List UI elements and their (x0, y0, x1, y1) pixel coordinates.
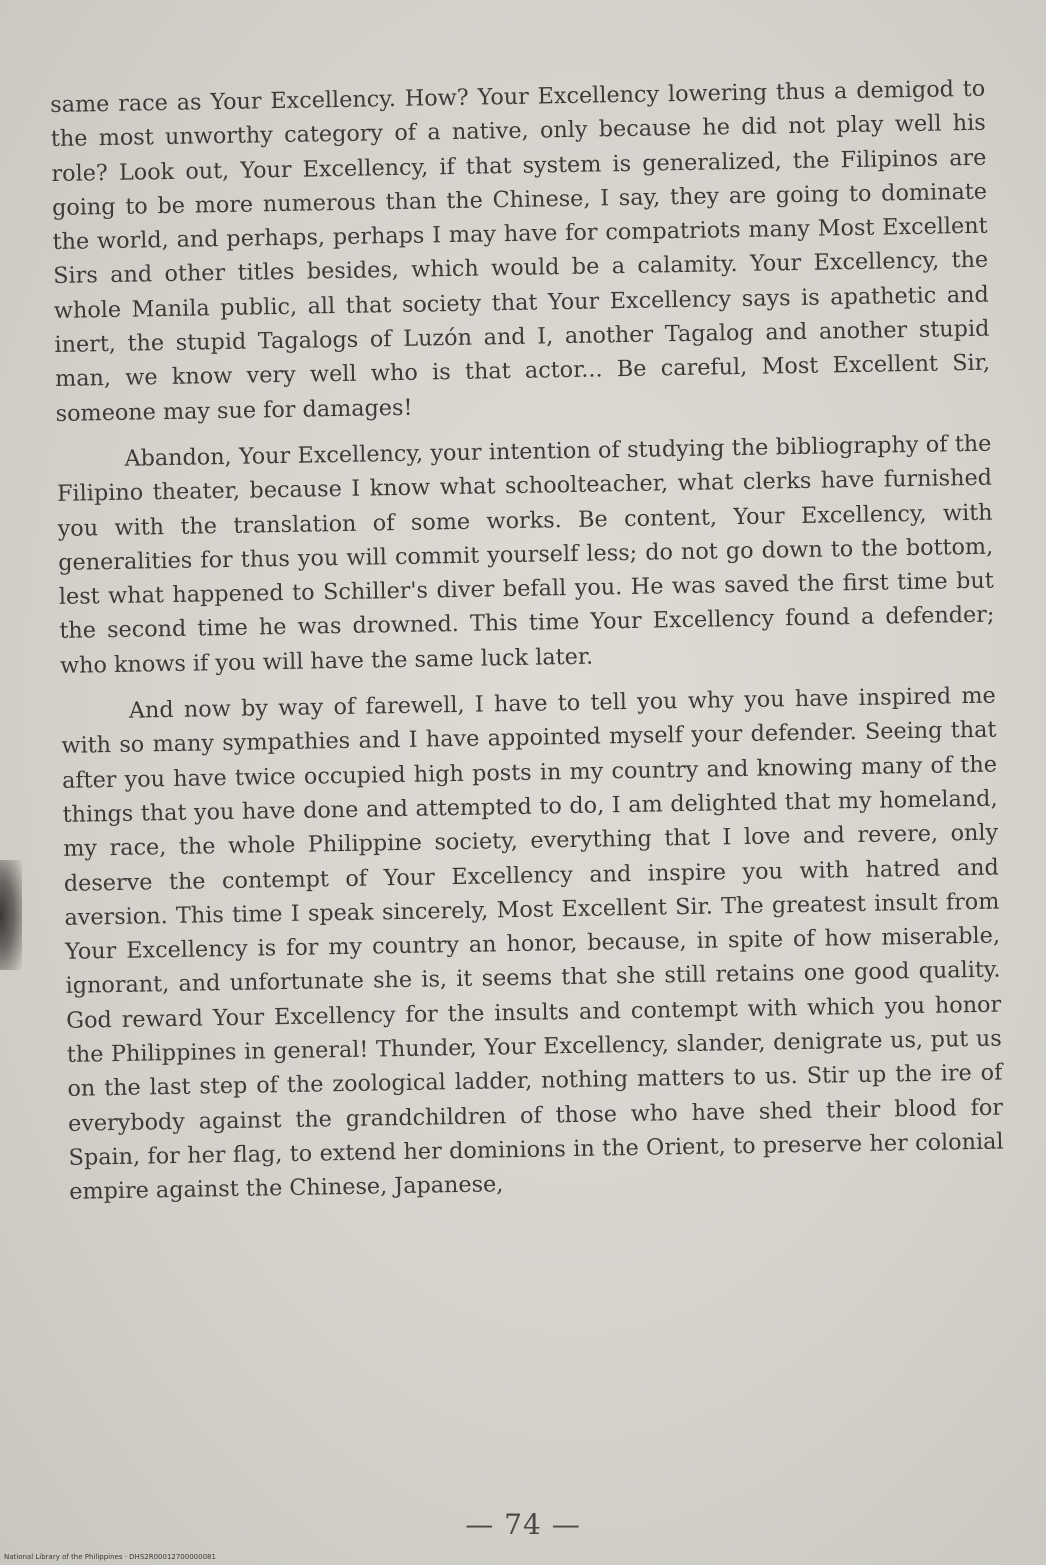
body-text (50, 72, 1004, 1210)
scan-credit: National Library of the Philippines · DHS2R00012700000081 (4, 1553, 216, 1561)
binding-shadow (0, 860, 22, 970)
page-number: — 74 — (465, 1508, 581, 1541)
paragraph-1: same race as Your Excellency. How? Your Excellency lowering thus a demigod to the most unworthy category of a native, only because he did not play well his role? Look out, Your Excellency, if that system is generalized, the Filipinos are going to be more numerous than the Chinese, I say, they are going to dominate the world, and perhaps, perhaps I may have for compatriots many Most Excellent Sirs and other titles besides, which would be a calamity. Your Excellency, the whole Manila public, all that society that Your Excellency says is apathetic and inert, the stupid Tagalogs of Luzón and I, another Tagalog and another stupid man, we know very well who is that actor... Be careful, Most Excellent Sir, someone may sue for damages! (50, 75, 991, 427)
paragraph-3: And now by way of farewell, I have to tell you why you have inspired me with so many sympathies and I have appointed myself your defender. Seeing that after you have twice occupied high posts in my country and knowing many of the things that you have done and attempted to do, I am delighted that my homeland, my race, the whole Philippine society, everything that I love and revere, only deserve the contempt of Your Excellency and inspire you with hatred and aversion. This time I speak sincerely, Most Excellent Sir. The greatest insult from Your Excellency is for my country an honor, because, in spite of how miserable, ignorant, and unfortunate she is, it seems that she still retains one good quality. God reward Your Excellency for the insults and contempt with which you honor the Philippines in general! Thunder, Your Excellency, slander, denigrate us, put us on the last step of the zoological ladder, nothing matters to us. Stir up the ire of everybody against the grandchildren of those who have shed their blood for Spain, for her flag, to extend her dominions in the Orient, to preserve her colonial empire against the Chinese, Japanese, (61, 682, 1004, 1206)
paragraph-2: Abandon, Your Excellency, your intention of studying the bibliography of the Filipino theater, because I know what schoolteacher, what clerks have furnished you with the translation of some works. Be content, Your Excellency, with generalities for thus you will commit yourself less; do not go down to the bottom, lest what happened to Schiller's diver befall you. He was saved the first time but the second time he was drowned. This time Your Excellency found a defender; who knows if you will have the same luck later. (56, 430, 995, 679)
